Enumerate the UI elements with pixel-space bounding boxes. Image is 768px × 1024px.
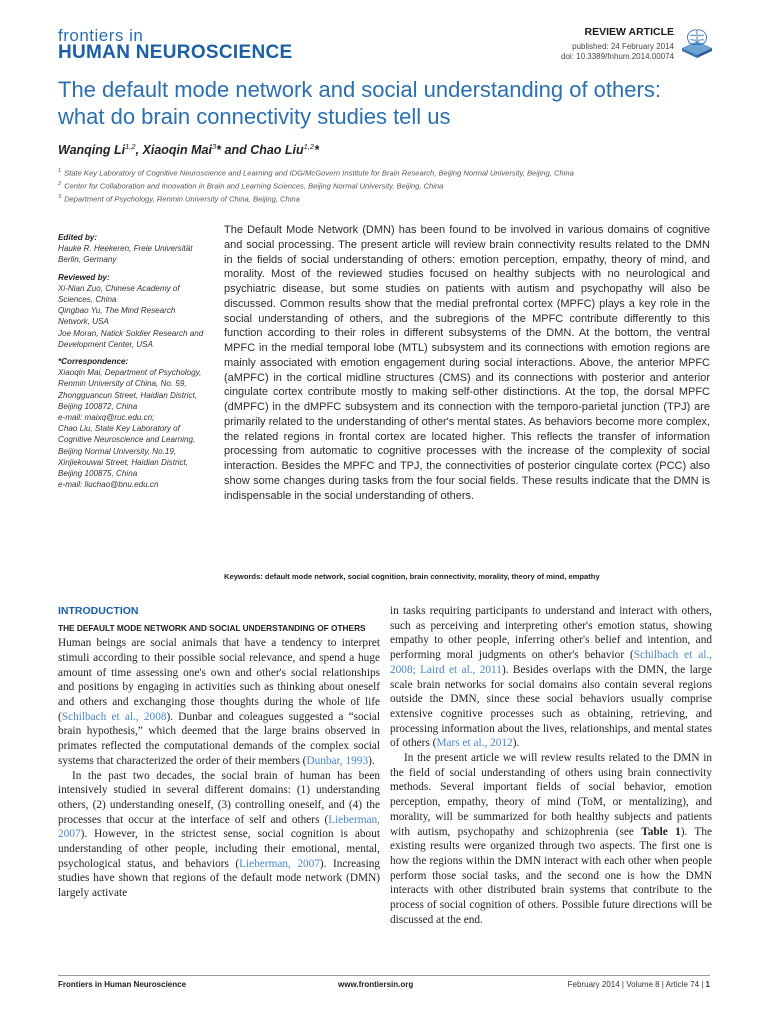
paragraph-text: ). Dunbar and coleagues suggested a “social brain hypothesis,” which deemed that the large brains observed in primates reflected the computational demands of the complex social systems that characterized the order of their members ( <box>58 710 380 767</box>
article-type-label: REVIEW ARTICLE <box>584 26 674 38</box>
journal-logo-bottom: HUMAN NEUROSCIENCE <box>58 42 293 63</box>
author-affiliation-marker: 1,2 <box>303 142 315 151</box>
citation-link[interactable]: Schilbach et al., 2008 <box>61 710 167 723</box>
subsection-heading: THE DEFAULT MODE NETWORK AND SOCIAL UNDERSTANDING OF OTHERS <box>58 622 366 633</box>
table-link[interactable]: Table 1 <box>641 825 681 838</box>
edited-by-label: Edited by: <box>58 233 98 242</box>
doi-link[interactable]: doi: 10.3389/fnhum.2014.00074 <box>561 52 674 61</box>
author-affiliation-marker: 1,2 <box>125 142 136 151</box>
correspondence-address: Xiaoqin Mai, Department of Psychology, Renmin University of China, No. 59, Zhongguancun Street, Haidian District, Beijing 100872, China <box>58 368 202 411</box>
affiliation-number: 3 <box>58 194 62 200</box>
paragraph-text: ). <box>368 754 375 767</box>
affiliation-number: 1 <box>58 168 62 174</box>
brain-logo-icon <box>678 22 716 60</box>
body-column-right <box>390 604 712 927</box>
corresponding-marker: * <box>216 143 222 158</box>
citation-link[interactable]: Lieberman, 2007 <box>239 857 320 870</box>
citation-link[interactable]: Dunbar, 1993 <box>306 754 369 767</box>
reviewer-info: Qingbao Yu, The Mind Research Network, USA <box>58 306 176 327</box>
affiliation <box>58 194 300 204</box>
published-date: published: 24 February 2014 <box>572 42 674 51</box>
affiliation <box>58 181 443 191</box>
journal-logo-top: frontiers in <box>58 26 144 45</box>
paragraph-text: ). Besides overlaps with the DMN, the large scale brain networks for social domains also contain several regions outside the DMN, since these social behaviors usually comprise extensive cognitive processes such as obtaining, retrieving, and processing information about the lives, relationships, and mental states of others ( <box>390 663 712 750</box>
author-list <box>58 142 319 157</box>
paragraph-text: Human beings are social animals that have a tendency to interpret stimuli according to their possible social relevance, and spend a huge amount of time assessing one's own and other's social relationships and positions by engaging in activities such as thinking about oneself and others and exchanging those thoughts during the whole of life ( <box>58 637 380 723</box>
footer-journal-name: Frontiers in Human Neuroscience <box>58 980 187 989</box>
affiliation <box>58 168 574 178</box>
abstract-text: The Default Mode Network (DMN) has been found to be involved in various domains of cognitive and social processing. The present article will review brain connectivity results related to the DMN in the fields of social understanding of others: emotion perception, empathy, theory of mind, and morality. Most of the reviewed studies focused on healthy subjects with no neurological and psychiatric disease, but some studies on patients with autism and psychopathy will also be discussed. Common results show that the medial prefrontal cortex (MPFC) plays a key role in the social understanding of others, and the subregions of the MPFC contribute differently to this function according to their roles in different subsystems of the DMN. At the bottom, the ventral MPFC in the medial temporal lobe (MTL) subsystem and its connections with emotion regions are mainly associated with emotion engagement during social interactions. Above, the anterior MPFC (aMPFC) in the cortical midline structures (CMS) and its connections with posterior and anterior cingulate cortex contribute mostly to making self-other distinctions. At the top, the dorsal MPFC (dMPFC) in the dMPFC subsystem and its connection with the temporo-parietal junction (TPJ) are primarily related to the understanding of other's mental states. As behaviors become more complex, the related regions in frontal cortex are located higher. This reflects the transfer of information processing from automatic to cognitive processes with the increase of the complexity of social interaction. Besides the MPFC and TPJ, the connectivities of posterior cingulate cortex (PCC) also show some changes during tasks from the four social fields. These results indicate that the DMN is indispensable in the social understanding of others. <box>224 224 710 502</box>
editorial-sidebar <box>58 232 208 490</box>
editor-info: Hauke R. Heekeren, Freie Universität Berlin, Germany <box>58 244 193 265</box>
affiliation-number: 2 <box>58 181 62 187</box>
footer-issue-info <box>568 980 710 989</box>
footer-divider <box>58 975 710 976</box>
paragraph-text: ). The existing results were organized through two aspects. The first one is how the regions within the DMN interact with each other when people perform those social tasks, and the second one is how the DMN interacts with other distributed brain systems that contribute to the process of social cognition of others. Possible future directions will be discussed at the end. <box>390 825 712 926</box>
citation-link[interactable]: Lieberman, 2007 <box>58 813 380 841</box>
paragraph <box>58 769 380 901</box>
correspondence-label: *Correspondence: <box>58 357 129 367</box>
body-column-left <box>58 604 380 901</box>
author-name[interactable]: Xiaoqin Mai <box>142 143 212 158</box>
footer-url-link[interactable]: www.frontiersin.org <box>338 980 414 989</box>
reviewer-info: Xi-Nian Zuo, Chinese Academy of Sciences, China <box>58 283 180 305</box>
page-number: 1 <box>705 980 710 989</box>
correspondence-email[interactable]: e-mail: liuchao@bnu.edu.cn <box>58 480 159 490</box>
section-heading: INTRODUCTION <box>58 605 139 617</box>
paragraph-text: In the past two decades, the social brain of human has been intensively studied in several different domains: (1) understanding others, (2) understanding oneself, (3) controlling oneself, and (4) the processes that occur at the interface of self and others ( <box>58 769 380 826</box>
correspondence-address: Chao Liu, State Key Laboratory of Cognitive Neuroscience and Learning, Beijing Normal University, No.19, Xinjiekouwai Street, Haidian District, Beijing 100875, China <box>58 424 196 479</box>
author-affiliation-marker: 3 <box>211 142 217 151</box>
paragraph-text: in tasks requiring participants to understand and interact with others, such as perceiving and interpreting other's emotion status, showing empathy to other people, inferring other's belief and intention, and performing moral judgments on other's behavior ( <box>390 605 712 662</box>
affiliation-text: Department of Psychology, Renmin University of China, Beijing, China <box>64 194 300 204</box>
citation-link[interactable]: Mars et al., 2012 <box>436 737 513 750</box>
paragraph-text: ). Increasing studies have shown that regions of the default mode network (DMN) largely activate <box>58 857 381 900</box>
author-separator: , <box>135 143 143 158</box>
paragraph <box>390 604 712 751</box>
author-separator: and <box>221 143 251 158</box>
author-name[interactable]: Chao Liu <box>250 143 304 158</box>
paragraph-text: ). <box>512 737 520 750</box>
footer-issue-text: February 2014 | Volume 8 | Article 74 | <box>567 980 706 989</box>
paragraph-text: In the present article we will review results related to the DMN in the field of social understanding of others using brain connectivity methods. Several important fields of social behavior, emotion perception, empathy, theory of mind (ToM, or mentalizing), and morality, will be summarized for both healthy subjects and patients with autism, psychopathy and schizophrenia (see <box>390 752 712 838</box>
correspondence-email[interactable]: e-mail: maixq@ruc.edu.cn; <box>58 413 155 423</box>
paragraph <box>390 751 712 927</box>
citation-link[interactable]: Schilbach et al., 2008; Laird et al., 2011 <box>390 649 712 676</box>
affiliation-text: State Key Laboratory of Cognitive Neuroscience and Learning and IDG/McGovern Institute for Brain Research, Beijing Normal University, Beijing, China <box>64 168 574 178</box>
paragraph <box>58 636 380 768</box>
article-title: The default mode network and social understanding of others: what do brain connectivity studies tell us <box>58 77 661 129</box>
author-name[interactable]: Wanqing Li <box>58 143 126 158</box>
paragraph-text: ). However, in the strictest sense, social cognition is about understanding of other people, including their emotional, mental, psychological status, and behaviors ( <box>58 828 380 870</box>
affiliation-text: Center for Collaboration and Innovation in Brain and Learning Sciences, Beijing Normal University, Beijing, China <box>64 181 444 191</box>
corresponding-marker: * <box>314 143 319 158</box>
keywords: Keywords: default mode network, social cognition, brain connectivity, morality, theory of mind, empathy <box>224 572 600 581</box>
reviewed-by-label: Reviewed by: <box>58 272 110 282</box>
reviewer-info: Joe Moran, Natick Soldier Research and Development Center, USA <box>58 328 204 349</box>
